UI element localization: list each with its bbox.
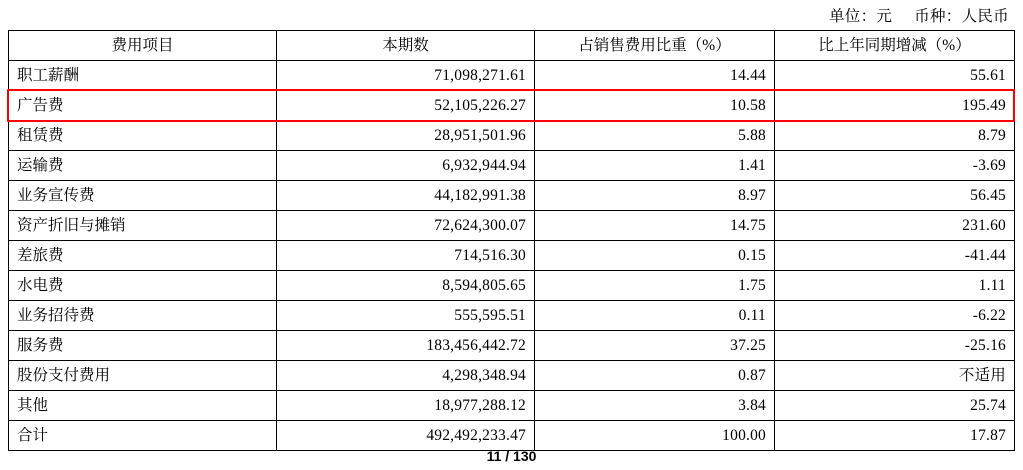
table-row	[9, 181, 1015, 211]
unit-label: 单位：元	[828, 8, 893, 25]
cell-change: 不适用	[775, 361, 1015, 391]
cell-amount: 18,977,288.12	[277, 391, 535, 421]
cell-pct: 0.87	[535, 361, 775, 391]
cell-pct: 10.58	[535, 91, 775, 121]
table-body	[9, 61, 1015, 451]
cell-amount: 28,951,501.96	[277, 121, 535, 151]
table-row-total	[9, 421, 1015, 451]
cell-change: -6.22	[775, 301, 1015, 331]
cell-pct: 100.00	[535, 421, 775, 451]
cell-change: -3.69	[775, 151, 1015, 181]
cell-pct: 0.15	[535, 241, 775, 271]
table-row-highlighted	[9, 91, 1015, 121]
cell-item: 其他	[9, 391, 277, 421]
column-header-yoy-change: 比上年同期增减（%）	[775, 31, 1015, 61]
cell-item: 差旅费	[9, 241, 277, 271]
table-row	[9, 211, 1015, 241]
cell-pct: 3.84	[535, 391, 775, 421]
cell-pct: 0.11	[535, 301, 775, 331]
cell-amount: 52,105,226.27	[277, 91, 535, 121]
cell-item: 租赁费	[9, 121, 277, 151]
cell-item: 合计	[9, 421, 277, 451]
cell-amount: 6,932,944.94	[277, 151, 535, 181]
column-header-item: 费用项目	[9, 31, 277, 61]
expense-breakdown-table	[8, 30, 1015, 451]
table-row	[9, 151, 1015, 181]
table-row	[9, 271, 1015, 301]
cell-pct: 14.44	[535, 61, 775, 91]
cell-pct: 37.25	[535, 331, 775, 361]
cell-pct: 8.97	[535, 181, 775, 211]
table-header	[9, 31, 1015, 61]
table-row	[9, 301, 1015, 331]
cell-amount: 72,624,300.07	[277, 211, 535, 241]
cell-pct: 5.88	[535, 121, 775, 151]
table-row	[9, 61, 1015, 91]
cell-amount: 4,298,348.94	[277, 361, 535, 391]
table-row	[9, 391, 1015, 421]
cell-item: 运输费	[9, 151, 277, 181]
cell-change: 55.61	[775, 61, 1015, 91]
table-header-row	[9, 31, 1015, 61]
cell-amount: 492,492,233.47	[277, 421, 535, 451]
cell-item: 水电费	[9, 271, 277, 301]
table-row	[9, 241, 1015, 271]
cell-change: 8.79	[775, 121, 1015, 151]
cell-item: 职工薪酬	[9, 61, 277, 91]
cell-item: 业务招待费	[9, 301, 277, 331]
cell-change: 195.49	[775, 91, 1015, 121]
cell-item: 股份支付费用	[9, 361, 277, 391]
cell-change: -25.16	[775, 331, 1015, 361]
cell-change: 1.11	[775, 271, 1015, 301]
cell-pct: 14.75	[535, 211, 775, 241]
cell-change: 56.45	[775, 181, 1015, 211]
cell-change: 17.87	[775, 421, 1015, 451]
cell-item: 资产折旧与摊销	[9, 211, 277, 241]
cell-pct: 1.75	[535, 271, 775, 301]
cell-amount: 71,098,271.61	[277, 61, 535, 91]
table-row	[9, 361, 1015, 391]
cell-item: 业务宣传费	[9, 181, 277, 211]
cell-amount: 8,594,805.65	[277, 271, 535, 301]
column-header-current-period: 本期数	[277, 31, 535, 61]
cell-amount: 44,182,991.38	[277, 181, 535, 211]
cell-change: 231.60	[775, 211, 1015, 241]
cell-item: 广告费	[9, 91, 277, 121]
cell-pct: 1.41	[535, 151, 775, 181]
column-header-share-of-selling-expense: 占销售费用比重（%）	[535, 31, 775, 61]
unit-currency-line	[829, 4, 1009, 26]
table-row	[9, 331, 1015, 361]
cell-change: -41.44	[775, 241, 1015, 271]
cell-change: 25.74	[775, 391, 1015, 421]
cell-amount: 714,516.30	[277, 241, 535, 271]
cell-amount: 555,595.51	[277, 301, 535, 331]
page-number: 11 / 130	[486, 448, 537, 464]
cell-item: 服务费	[9, 331, 277, 361]
currency-label: 币种：人民币	[914, 8, 1009, 25]
table-row	[9, 121, 1015, 151]
cell-amount: 183,456,442.72	[277, 331, 535, 361]
